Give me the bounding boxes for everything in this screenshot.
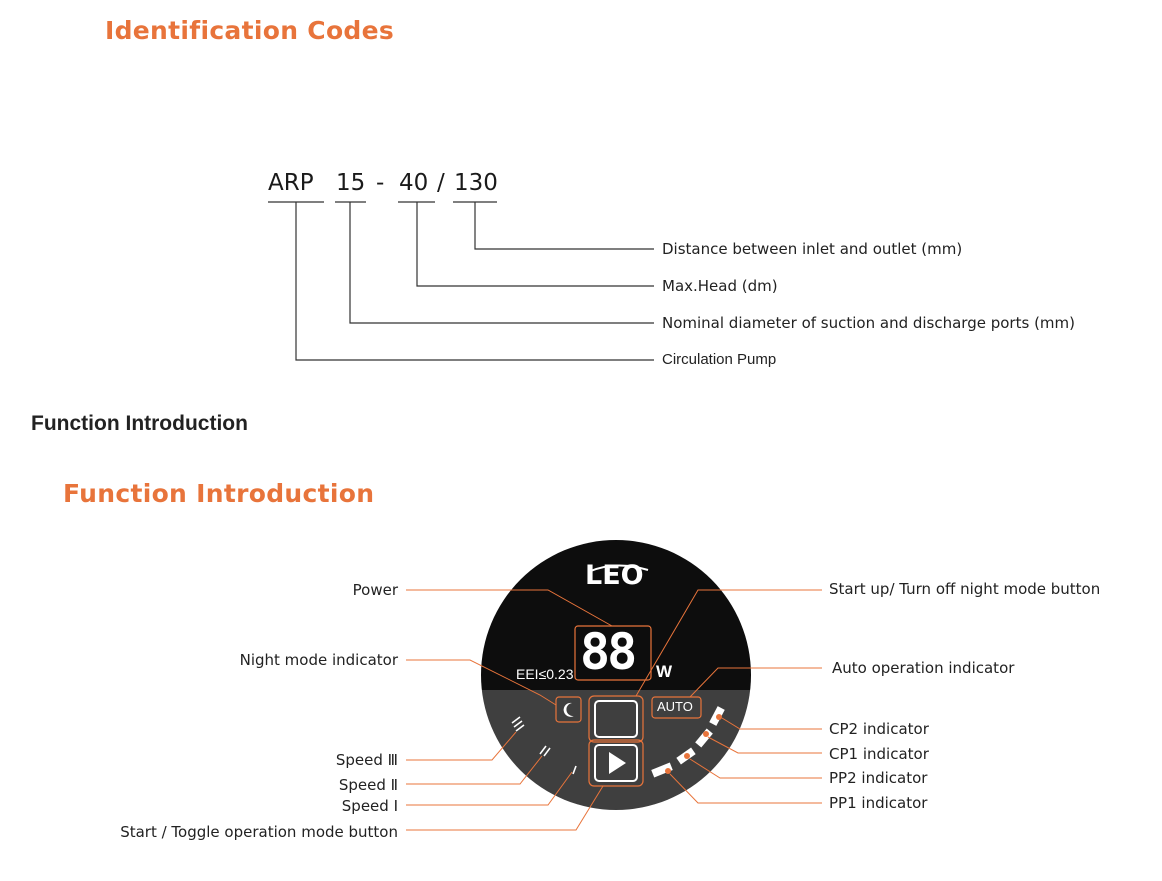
callout-power: Power bbox=[352, 581, 398, 599]
callout-cp2: CP2 indicator bbox=[829, 720, 929, 738]
start-toggle-button[interactable] bbox=[595, 745, 637, 781]
code-distance: 130 bbox=[454, 170, 498, 196]
identification-title: Identification Codes bbox=[105, 16, 395, 45]
desc-nominal-diameter: Nominal diameter of suction and discharge ports (mm) bbox=[662, 314, 1075, 332]
function-title: Function Introduction bbox=[63, 479, 375, 508]
watt-unit: W bbox=[656, 662, 673, 681]
desc-distance: Distance between inlet and outlet (mm) bbox=[662, 240, 963, 258]
callout-night-button: Start up/ Turn off night mode button bbox=[829, 580, 1101, 598]
code-dash: - bbox=[376, 170, 385, 196]
power-display: 88 bbox=[580, 623, 635, 681]
code-slash: / bbox=[437, 170, 445, 196]
callout-pp1: PP1 indicator bbox=[829, 794, 928, 812]
callout-cp1: CP1 indicator bbox=[829, 745, 929, 763]
code-diameter: 15 bbox=[336, 170, 366, 196]
callout-speed-1: Speed Ⅰ bbox=[341, 797, 398, 815]
callout-start-toggle: Start / Toggle operation mode button bbox=[120, 823, 398, 841]
desc-circulation-pump: Circulation Pump bbox=[662, 351, 777, 368]
code-head: 40 bbox=[399, 170, 429, 196]
panel-brand-logo: LEO bbox=[585, 560, 644, 591]
callout-speed-3: Speed Ⅲ bbox=[335, 751, 398, 769]
callout-speed-2: Speed Ⅱ bbox=[338, 776, 398, 794]
callout-auto: Auto operation indicator bbox=[832, 659, 1015, 677]
desc-max-head: Max.Head (dm) bbox=[662, 277, 778, 295]
auto-indicator: AUTO bbox=[657, 699, 693, 714]
night-mode-button[interactable] bbox=[595, 701, 637, 737]
code-series: ARP bbox=[268, 170, 314, 196]
eei-label: EEI≤0.23 bbox=[516, 666, 574, 682]
callout-pp2: PP2 indicator bbox=[829, 769, 928, 787]
callout-night-indicator: Night mode indicator bbox=[239, 651, 398, 669]
function-heading: Function Introduction bbox=[31, 412, 248, 435]
